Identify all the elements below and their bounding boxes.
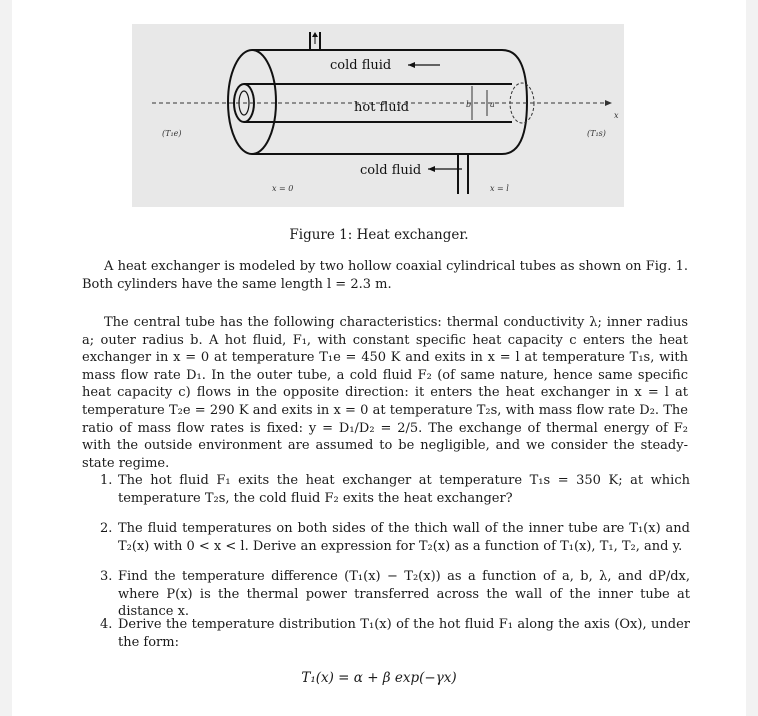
question-text: The fluid temperatures on both sides of the thich wall of the inner tube are T₁(x) and T₂(x) with 0 < x < l. Derive an expression for T₂(x) as a function of T₁(x), T₁, T₂, and y.: [118, 521, 690, 554]
question-text: Derive the temperature distribution T₁(x) of the hot fluid F₁ along the axis (Ox), under the form:: [118, 617, 690, 650]
temperature-formula: T₁(x) = α + β exp(−γx): [301, 670, 457, 686]
figure-caption: Figure 1: Heat exchanger.: [289, 227, 469, 243]
paragraph-2: The central tube has the following characteristics: thermal conductivity λ; inner radius a; outer radius b. A hot fluid, F₁, with constant specific heat capacity c enters the heat exchanger in x = 0 at temperature T₁e = 450 K and exits in x = l at temperature T₁s, with mass flow rate D₁. In the outer tube, a cold fluid F₂ (of same nature, hence same specific heat capacity c) flows in the opposite direction: it enters the heat exchanger in x = l at temperature T₂e = 290 K and exits in x = 0 at temperature T₂s, with mass flow rate D₂. The ratio of mass flow rates is fixed: y = D₁/D₂ = 2/5. The exchange of thermal energy of F₂ with the outside environment are assumed to be negligible, and we consider the steady-state regime.: [82, 315, 688, 471]
cold-fluid-top-label: cold fluid: [330, 58, 392, 73]
x-axis-label: x: [614, 111, 619, 120]
x0-label: x = 0: [272, 184, 294, 193]
question-number: 3.: [100, 569, 113, 584]
heat-exchanger-diagram: [132, 24, 624, 207]
question-text: Find the temperature difference (T₁(x) − T₂(x)) as a function of a, b, λ, and dP/dx, where P(x) is the thermal power transferred across the wall of the inner tube at distance x.: [118, 569, 690, 620]
t-out-label: (T₁s): [587, 129, 606, 138]
a-label: a: [490, 100, 495, 109]
question-number: 1.: [100, 473, 113, 488]
paragraph-1: A heat exchanger is modeled by two hollow coaxial cylindrical tubes as shown on Fig. 1. Both cylinders have the same length l = 2.3 m.: [82, 259, 688, 292]
heat-exchanger-figure: [132, 24, 624, 207]
x-axis-arrow: [605, 100, 612, 106]
b-label: b: [466, 100, 472, 109]
question-number: 2.: [100, 521, 113, 536]
question-text: The hot fluid F₁ exits the heat exchanger at temperature T₁s = 350 K; at which temperature T₂s, the cold fluid F₂ exits the heat exchanger?: [118, 473, 690, 506]
hot-fluid-label: hot fluid: [354, 100, 410, 115]
document-page: [12, 0, 746, 716]
cold-fluid-bottom-label: cold fluid: [360, 163, 422, 178]
xl-label: x = l: [490, 184, 509, 193]
question-number: 4.: [100, 617, 113, 632]
t-in-label: (T₁e): [162, 129, 182, 138]
